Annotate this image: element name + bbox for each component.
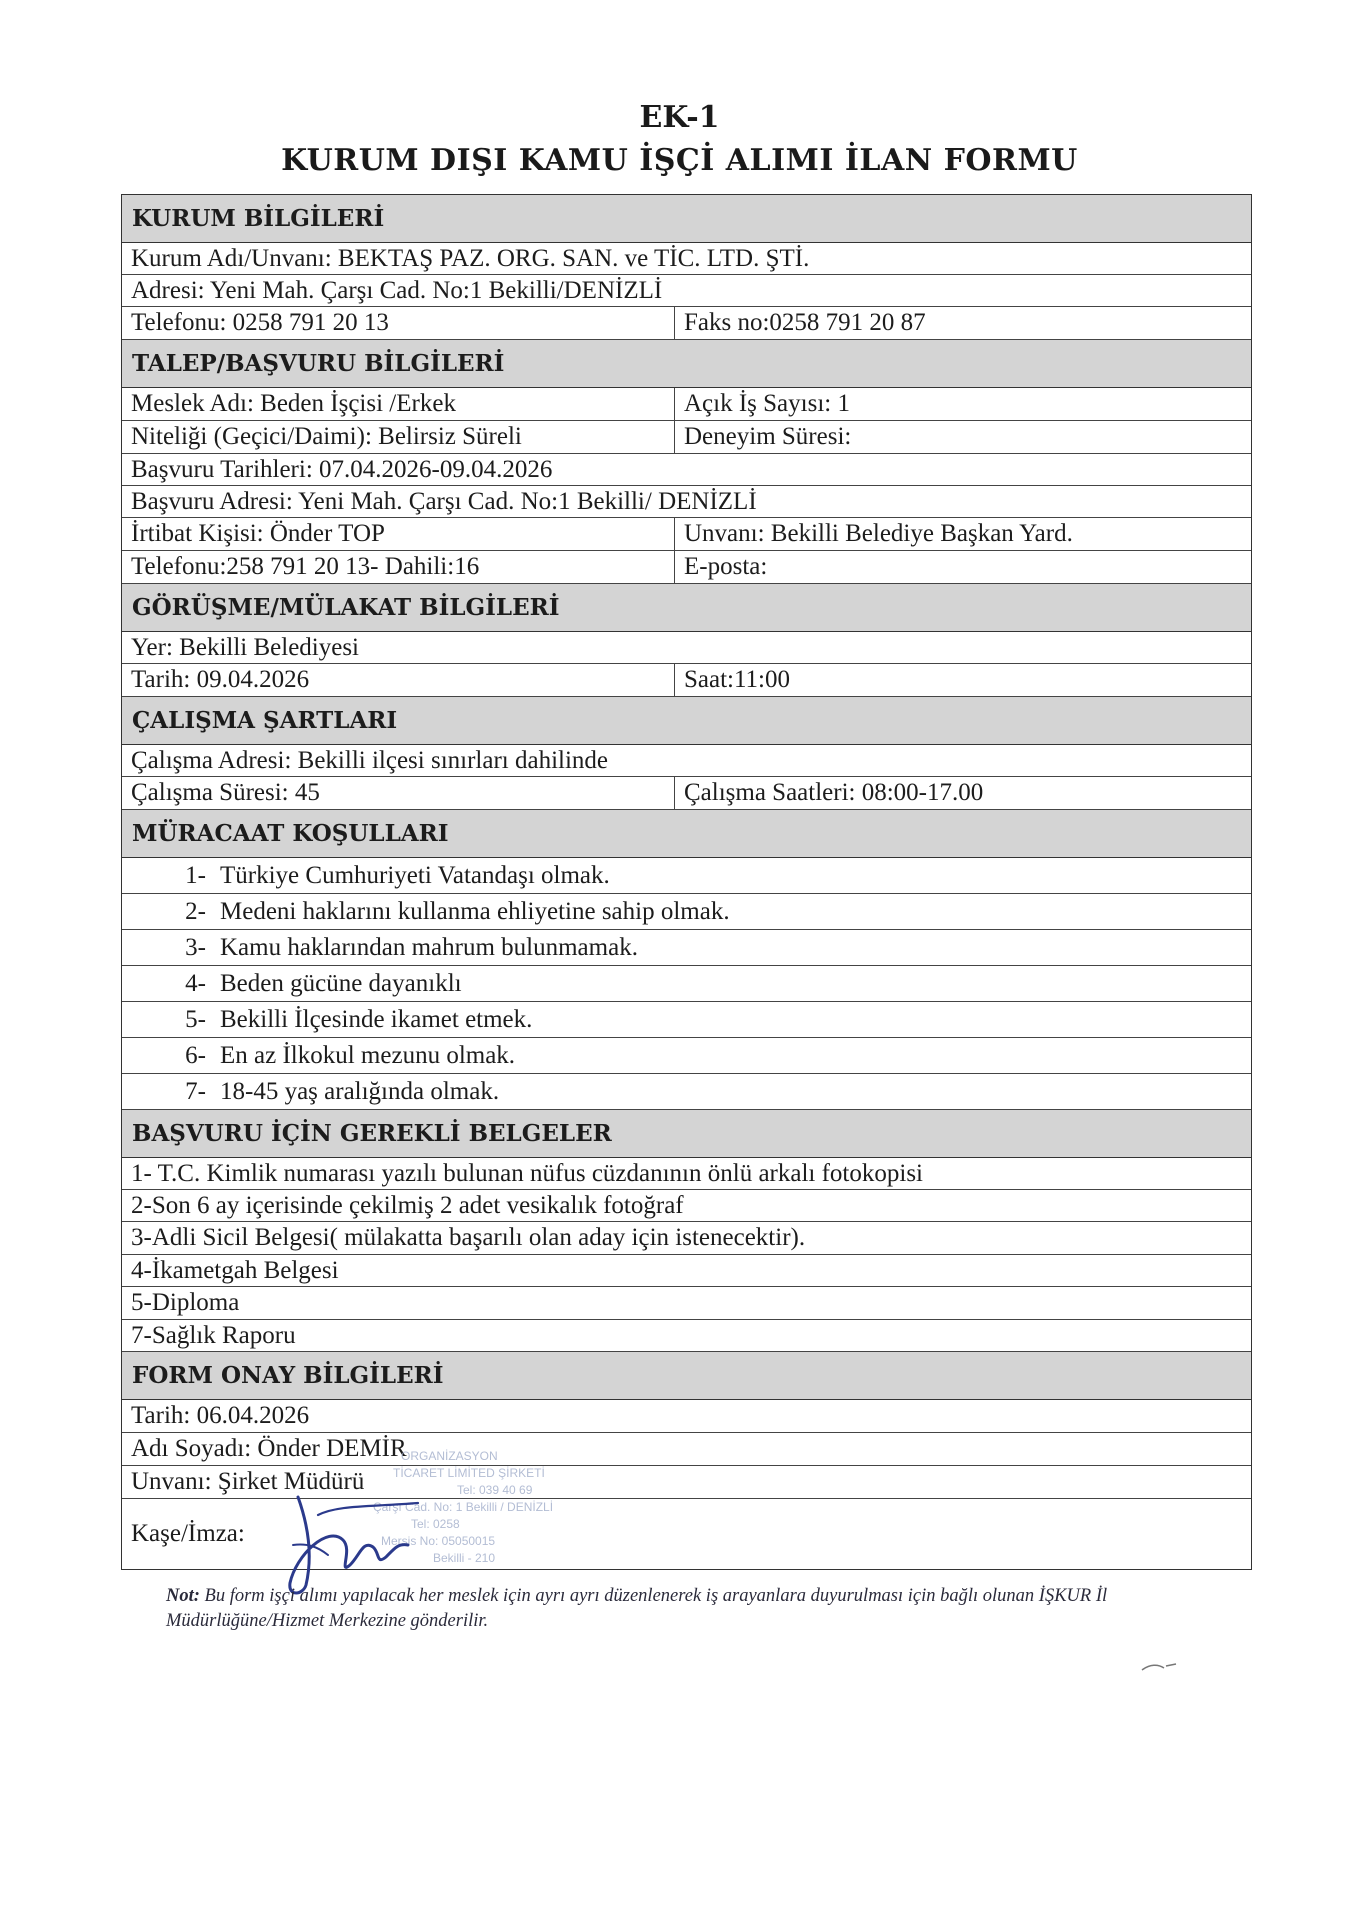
talep-dates: Başvuru Tarihleri: 07.04.2026-09.04.2026 [131,455,553,483]
list-item: 1- T.C. Kimlik numarası yazılı bulunan nüfus cüzdanının önlü arkalı fotokopisi [131,1159,923,1187]
talep-experience: Deneyim Süresi: [674,421,1251,453]
list-item: 7-Sağlık Raporu [131,1321,296,1349]
talep-nature: Niteliği (Geçici/Daimi): Belirsiz Süreli [131,423,522,450]
onay-date: Tarih: 06.04.2026 [131,1402,310,1429]
list-item: 3-Adli Sicil Belgesi( mülakatta başarılı olan aday için istenecektir). [131,1224,806,1251]
gorusme-place: Yer: Bekilli Belediyesi [131,633,360,661]
section-calisma-heading: ÇALIŞMA ŞARTLARI [122,697,1251,745]
list-item: 5- Bekilli İlçesinde ikamet etmek. [185,1005,533,1033]
pen-mark-icon [1140,1658,1180,1678]
talep-occupation: Meslek Adı: Beden İşçisi /Erkek [131,390,456,417]
talep-phone: Telefonu:258 791 20 13- Dahili:16 [131,553,480,580]
list-item: 7- 18-45 yaş aralığında olmak. [185,1077,500,1105]
section-talep-heading: TALEP/BAŞVURU BİLGİLERİ [122,340,1251,388]
footnote: Not: Bu form işçi alımı yapılacak her meslek için ayrı ayrı düzenlenerek iş arayanlara duyurulması için bağlı olunan İŞKUR İl Müdürlüğüne/Hizmet Merkezine gönderilir. [166,1586,1108,1631]
kurum-address: Adresi: Yeni Mah. Çarşı Cad. No:1 Bekilli/DENİZLİ [131,276,663,304]
talep-contact-title: Unvanı: Bekilli Belediye Başkan Yard. [674,518,1251,550]
kurum-phone: Telefonu: 0258 791 20 13 [131,309,389,336]
gorusme-time: Saat:11:00 [674,664,1251,696]
section-gorusme-heading: GÖRÜŞME/MÜLAKAT BİLGİLERİ [122,584,1251,632]
section-kurum-heading: KURUM BİLGİLERİ [122,195,1251,243]
list-item: 4-İkametgah Belgesi [131,1256,339,1284]
section-muracaat-heading: MÜRACAAT KOŞULLARI [122,810,1251,858]
kurum-fax: Faks no:0258 791 20 87 [674,307,1251,339]
calisma-address: Çalışma Adresi: Bekilli ilçesi sınırları dahilinde [131,746,609,774]
company-stamp: ORGANİZASYON TİCARET LİMİTED ŞİRKETİ Tel: 039 40 69 Çarşı Cad. No: 1 Bekilli / DENİZLİ Tel: 0258 Mersis No: 05050015 Bekilli - 210 [373,1449,554,1565]
talep-open-positions: Açık İş Sayısı: 1 [674,388,1251,420]
talep-contact: İrtibat Kişisi: Önder TOP [131,520,385,547]
list-item: 4- Beden gücüne dayanıklı [185,969,462,997]
list-item: 2-Son 6 ay içerisinde çekilmiş 2 adet vesikalık fotoğraf [131,1191,684,1219]
calisma-hours: Çalışma Saatleri: 08:00-17.00 [674,777,1251,809]
list-item: 5-Diploma [131,1289,240,1316]
list-item: 6- En az İlkokul mezunu olmak. [185,1041,516,1069]
talep-address: Başvuru Adresi: Yeni Mah. Çarşı Cad. No:1 Bekilli/ DENİZLİ [131,487,757,515]
page-title: KURUM DIŞI KAMU İŞÇİ ALIMI İLAN FORMU [281,143,1078,178]
announcement-form [121,194,1252,1570]
section-belgeler-heading: BAŞVURU İÇİN GEREKLİ BELGELER [122,1110,1251,1158]
list-item: 3- Kamu haklarından mahrum bulunmamak. [185,933,638,961]
kurum-name: Kurum Adı/Unvanı: BEKTAŞ PAZ. ORG. SAN. ve TİC. LTD. ŞTİ. [131,244,810,272]
section-onay-heading: FORM ONAY BİLGİLERİ [122,1352,1251,1400]
onay-title: Unvanı: Şirket Müdürü [131,1468,365,1495]
annex-label: EK-1 [639,100,720,135]
list-item: 1- Türkiye Cumhuriyeti Vatandaşı olmak. [185,861,610,889]
onay-stamp-label: Kaşe/İmza: [131,1520,245,1547]
list-item: 2- Medeni haklarını kullanma ehliyetine sahip olmak. [185,897,730,925]
onay-name: Adı Soyadı: Önder DEMİR [131,1435,407,1462]
gorusme-date: Tarih: 09.04.2026 [131,666,310,693]
talep-email: E-posta: [674,551,1251,583]
calisma-duration: Çalışma Süresi: 45 [131,779,320,806]
